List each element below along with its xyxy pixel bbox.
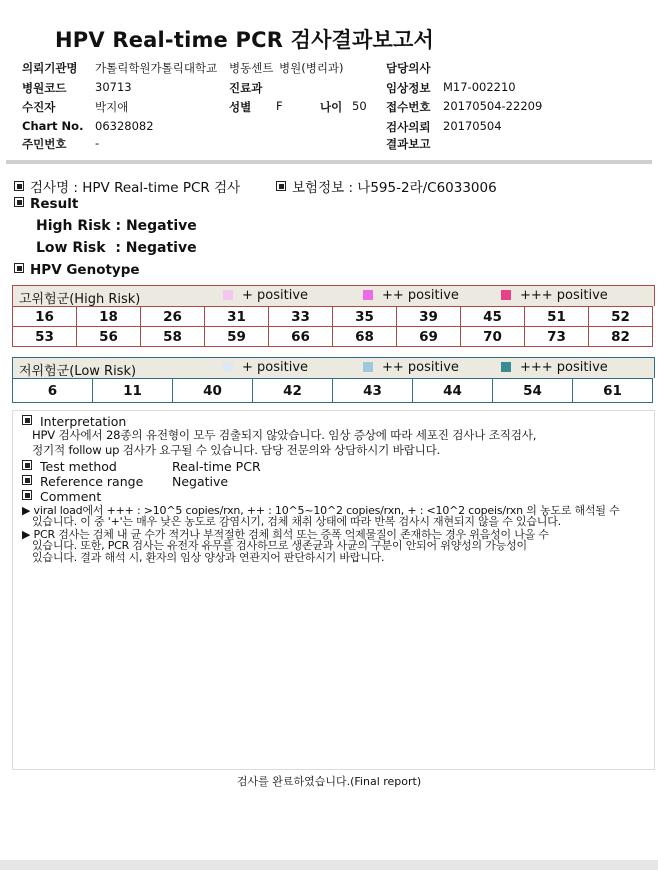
low-risk-header bbox=[12, 357, 655, 378]
institution-value: 가톨릭학원가톨릭대학교 bbox=[95, 61, 218, 75]
genotype-cell: 59 bbox=[205, 327, 269, 347]
genotype-cell: 6 bbox=[13, 379, 93, 403]
comment-heading: Comment bbox=[40, 489, 102, 504]
hospital-code-value: 30713 bbox=[95, 80, 132, 94]
low-risk-result: Low Risk : Negative bbox=[36, 240, 197, 256]
doctor-label: 담당의사 bbox=[386, 61, 431, 75]
checkbox-icon bbox=[14, 181, 24, 191]
genotype-cell: 58 bbox=[141, 327, 205, 347]
legend-plus bbox=[223, 288, 308, 303]
low-risk-table bbox=[12, 378, 653, 403]
resident-number-label: 주민번호 bbox=[22, 137, 67, 151]
high-risk-header bbox=[12, 285, 655, 306]
genotype-cell: 35 bbox=[333, 307, 397, 327]
resident-number-value: - bbox=[95, 136, 100, 150]
high-risk-label: 고위험군(High Risk) bbox=[19, 292, 141, 307]
reference-range-label: Reference range bbox=[40, 474, 144, 489]
checkbox-icon bbox=[14, 197, 24, 207]
ward-value: 병원(병리과) bbox=[279, 61, 344, 75]
genotype-cell: 18 bbox=[77, 307, 141, 327]
receipt-number-label: 접수번호 bbox=[386, 100, 431, 114]
exam-request-value: 20170504 bbox=[443, 119, 502, 133]
legend-label: +++ positive bbox=[520, 288, 608, 303]
comment-2-line-3: 있습니다. 결과 해석 시, 환자의 임상 양상과 연관지어 판단하시기 바랍니다. bbox=[32, 551, 385, 564]
legend-swatch bbox=[223, 290, 233, 300]
legend-plus-plus-plus bbox=[501, 288, 608, 303]
interpretation-line-1: HPV 검사에서 28종의 유전형이 모두 검출되지 않았습니다. 임상 증상에 따라 세포진 검사나 조직검사, bbox=[32, 428, 537, 442]
legend-label: ++ positive bbox=[382, 288, 459, 303]
legend-label: + positive bbox=[242, 360, 309, 375]
test-method-label: Test method bbox=[40, 459, 117, 474]
legend-plus-plus bbox=[363, 360, 459, 375]
legend-label: ++ positive bbox=[382, 360, 459, 375]
comment-2-line-2: 있습니다. 또한, PCR 검사는 유전자 유무를 검사하므로 생존균과 사균의 구분이 안되어 위양성의 가능성이 bbox=[32, 539, 527, 552]
age-value: 50 bbox=[352, 99, 367, 113]
hospital-code-label: 병원코드 bbox=[22, 81, 67, 95]
department-label: 진료과 bbox=[229, 81, 263, 95]
legend-swatch bbox=[501, 290, 511, 300]
genotype-cell: 61 bbox=[573, 379, 653, 403]
patient-value: 박지애 bbox=[95, 100, 129, 114]
reference-range-value: Negative bbox=[172, 474, 229, 489]
checkbox-icon bbox=[22, 475, 32, 485]
exam-request-label: 검사의뢰 bbox=[386, 120, 431, 134]
interpretation-line-2: 정기적 follow up 검사가 요구될 수 있습니다. 담당 전문의와 상담하시기 바랍니다. bbox=[32, 443, 441, 457]
sex-label: 성별 bbox=[229, 100, 252, 114]
test-name: 검사명 : HPV Real-time PCR 검사 bbox=[30, 180, 241, 196]
genotype-cell: 70 bbox=[461, 327, 525, 347]
table-row bbox=[13, 307, 653, 327]
low-risk-label: 저위험군(Low Risk) bbox=[19, 364, 137, 379]
genotype-cell: 11 bbox=[93, 379, 173, 403]
insurance-info: 보험정보 : 나595-2라/C6033006 bbox=[292, 180, 497, 196]
test-method-value: Real-time PCR bbox=[172, 459, 261, 474]
comment-1-line-2: 있습니다. 이 중 '+'는 매우 낮은 농도로 감염시기, 검체 채취 상태에 따라 반복 검사시 재현되지 않을 수 있습니다. bbox=[32, 515, 561, 528]
header-divider bbox=[6, 160, 652, 164]
patient-label: 수진자 bbox=[22, 100, 56, 114]
comment-1-line-1: ▶ viral load에서 +++ : >10^5 copies/rxn, ++ : 10^5~10^2 copies/rxn, + : <10^2 copeis/rxn 의 농도로 해석될 수 bbox=[22, 504, 620, 517]
genotype-cell: 53 bbox=[13, 327, 77, 347]
high-risk-table bbox=[12, 306, 653, 347]
genotype-cell: 40 bbox=[173, 379, 253, 403]
comment-2-line-1: ▶ PCR 검사는 검체 내 균 수가 적거나 부적절한 검체 희석 또는 증폭 억제물질이 존재하는 경우 위음성이 나올 수 bbox=[22, 528, 549, 541]
table-row bbox=[13, 379, 653, 403]
clinical-info-value: M17-002210 bbox=[443, 80, 516, 94]
genotype-cell: 45 bbox=[461, 307, 525, 327]
genotype-cell: 68 bbox=[333, 327, 397, 347]
genotype-cell: 73 bbox=[525, 327, 589, 347]
legend-plus bbox=[223, 360, 308, 375]
genotype-cell: 42 bbox=[253, 379, 333, 403]
checkbox-icon bbox=[22, 460, 32, 470]
genotype-cell: 56 bbox=[77, 327, 141, 347]
genotype-cell: 31 bbox=[205, 307, 269, 327]
legend-swatch bbox=[223, 362, 233, 372]
genotype-heading-line bbox=[14, 262, 140, 278]
chart-number-label: Chart No. bbox=[22, 119, 84, 133]
checkbox-icon bbox=[14, 263, 24, 273]
genotype-cell: 82 bbox=[589, 327, 653, 347]
result-heading-line bbox=[14, 196, 78, 212]
genotype-heading: HPV Genotype bbox=[30, 262, 140, 278]
institution-label: 의뢰기관명 bbox=[22, 61, 78, 75]
report-title: HPV Real-time PCR 검사결과보고서 bbox=[55, 28, 434, 52]
genotype-cell: 43 bbox=[333, 379, 413, 403]
legend-plus-plus bbox=[363, 288, 459, 303]
legend-plus-plus-plus bbox=[501, 360, 608, 375]
genotype-cell: 69 bbox=[397, 327, 461, 347]
genotype-cell: 54 bbox=[493, 379, 573, 403]
insurance-line bbox=[276, 176, 497, 196]
ward-label: 병동센트 bbox=[229, 61, 274, 75]
final-report-notice: 검사를 완료하였습니다.(Final report) bbox=[236, 775, 422, 788]
receipt-number-value: 20170504-22209 bbox=[443, 99, 543, 113]
test-name-line bbox=[14, 176, 240, 196]
table-row bbox=[13, 327, 653, 347]
checkbox-icon bbox=[22, 490, 32, 500]
genotype-cell: 52 bbox=[589, 307, 653, 327]
result-heading: Result bbox=[30, 196, 79, 212]
genotype-cell: 39 bbox=[397, 307, 461, 327]
checkbox-icon bbox=[22, 415, 32, 425]
genotype-cell: 44 bbox=[413, 379, 493, 403]
legend-label: +++ positive bbox=[520, 360, 608, 375]
interpretation-heading: Interpretation bbox=[40, 414, 127, 429]
genotype-cell: 33 bbox=[269, 307, 333, 327]
genotype-cell: 16 bbox=[13, 307, 77, 327]
age-label: 나이 bbox=[320, 100, 343, 114]
legend-swatch bbox=[501, 362, 511, 372]
genotype-cell: 51 bbox=[525, 307, 589, 327]
reference-range-line bbox=[22, 474, 143, 489]
chart-number-value: 06328082 bbox=[95, 119, 154, 133]
legend-label: + positive bbox=[242, 288, 309, 303]
comment-heading-line bbox=[22, 489, 101, 504]
clinical-info-label: 임상정보 bbox=[386, 81, 431, 95]
result-report-label: 결과보고 bbox=[386, 137, 431, 151]
bottom-bar bbox=[0, 860, 658, 870]
legend-swatch bbox=[363, 290, 373, 300]
high-risk-result: High Risk : Negative bbox=[36, 218, 197, 234]
test-method-line bbox=[22, 459, 117, 474]
checkbox-icon bbox=[276, 181, 286, 191]
legend-swatch bbox=[363, 362, 373, 372]
sex-value: F bbox=[276, 99, 283, 113]
genotype-cell: 26 bbox=[141, 307, 205, 327]
interpretation-heading-line bbox=[22, 414, 126, 429]
genotype-cell: 66 bbox=[269, 327, 333, 347]
